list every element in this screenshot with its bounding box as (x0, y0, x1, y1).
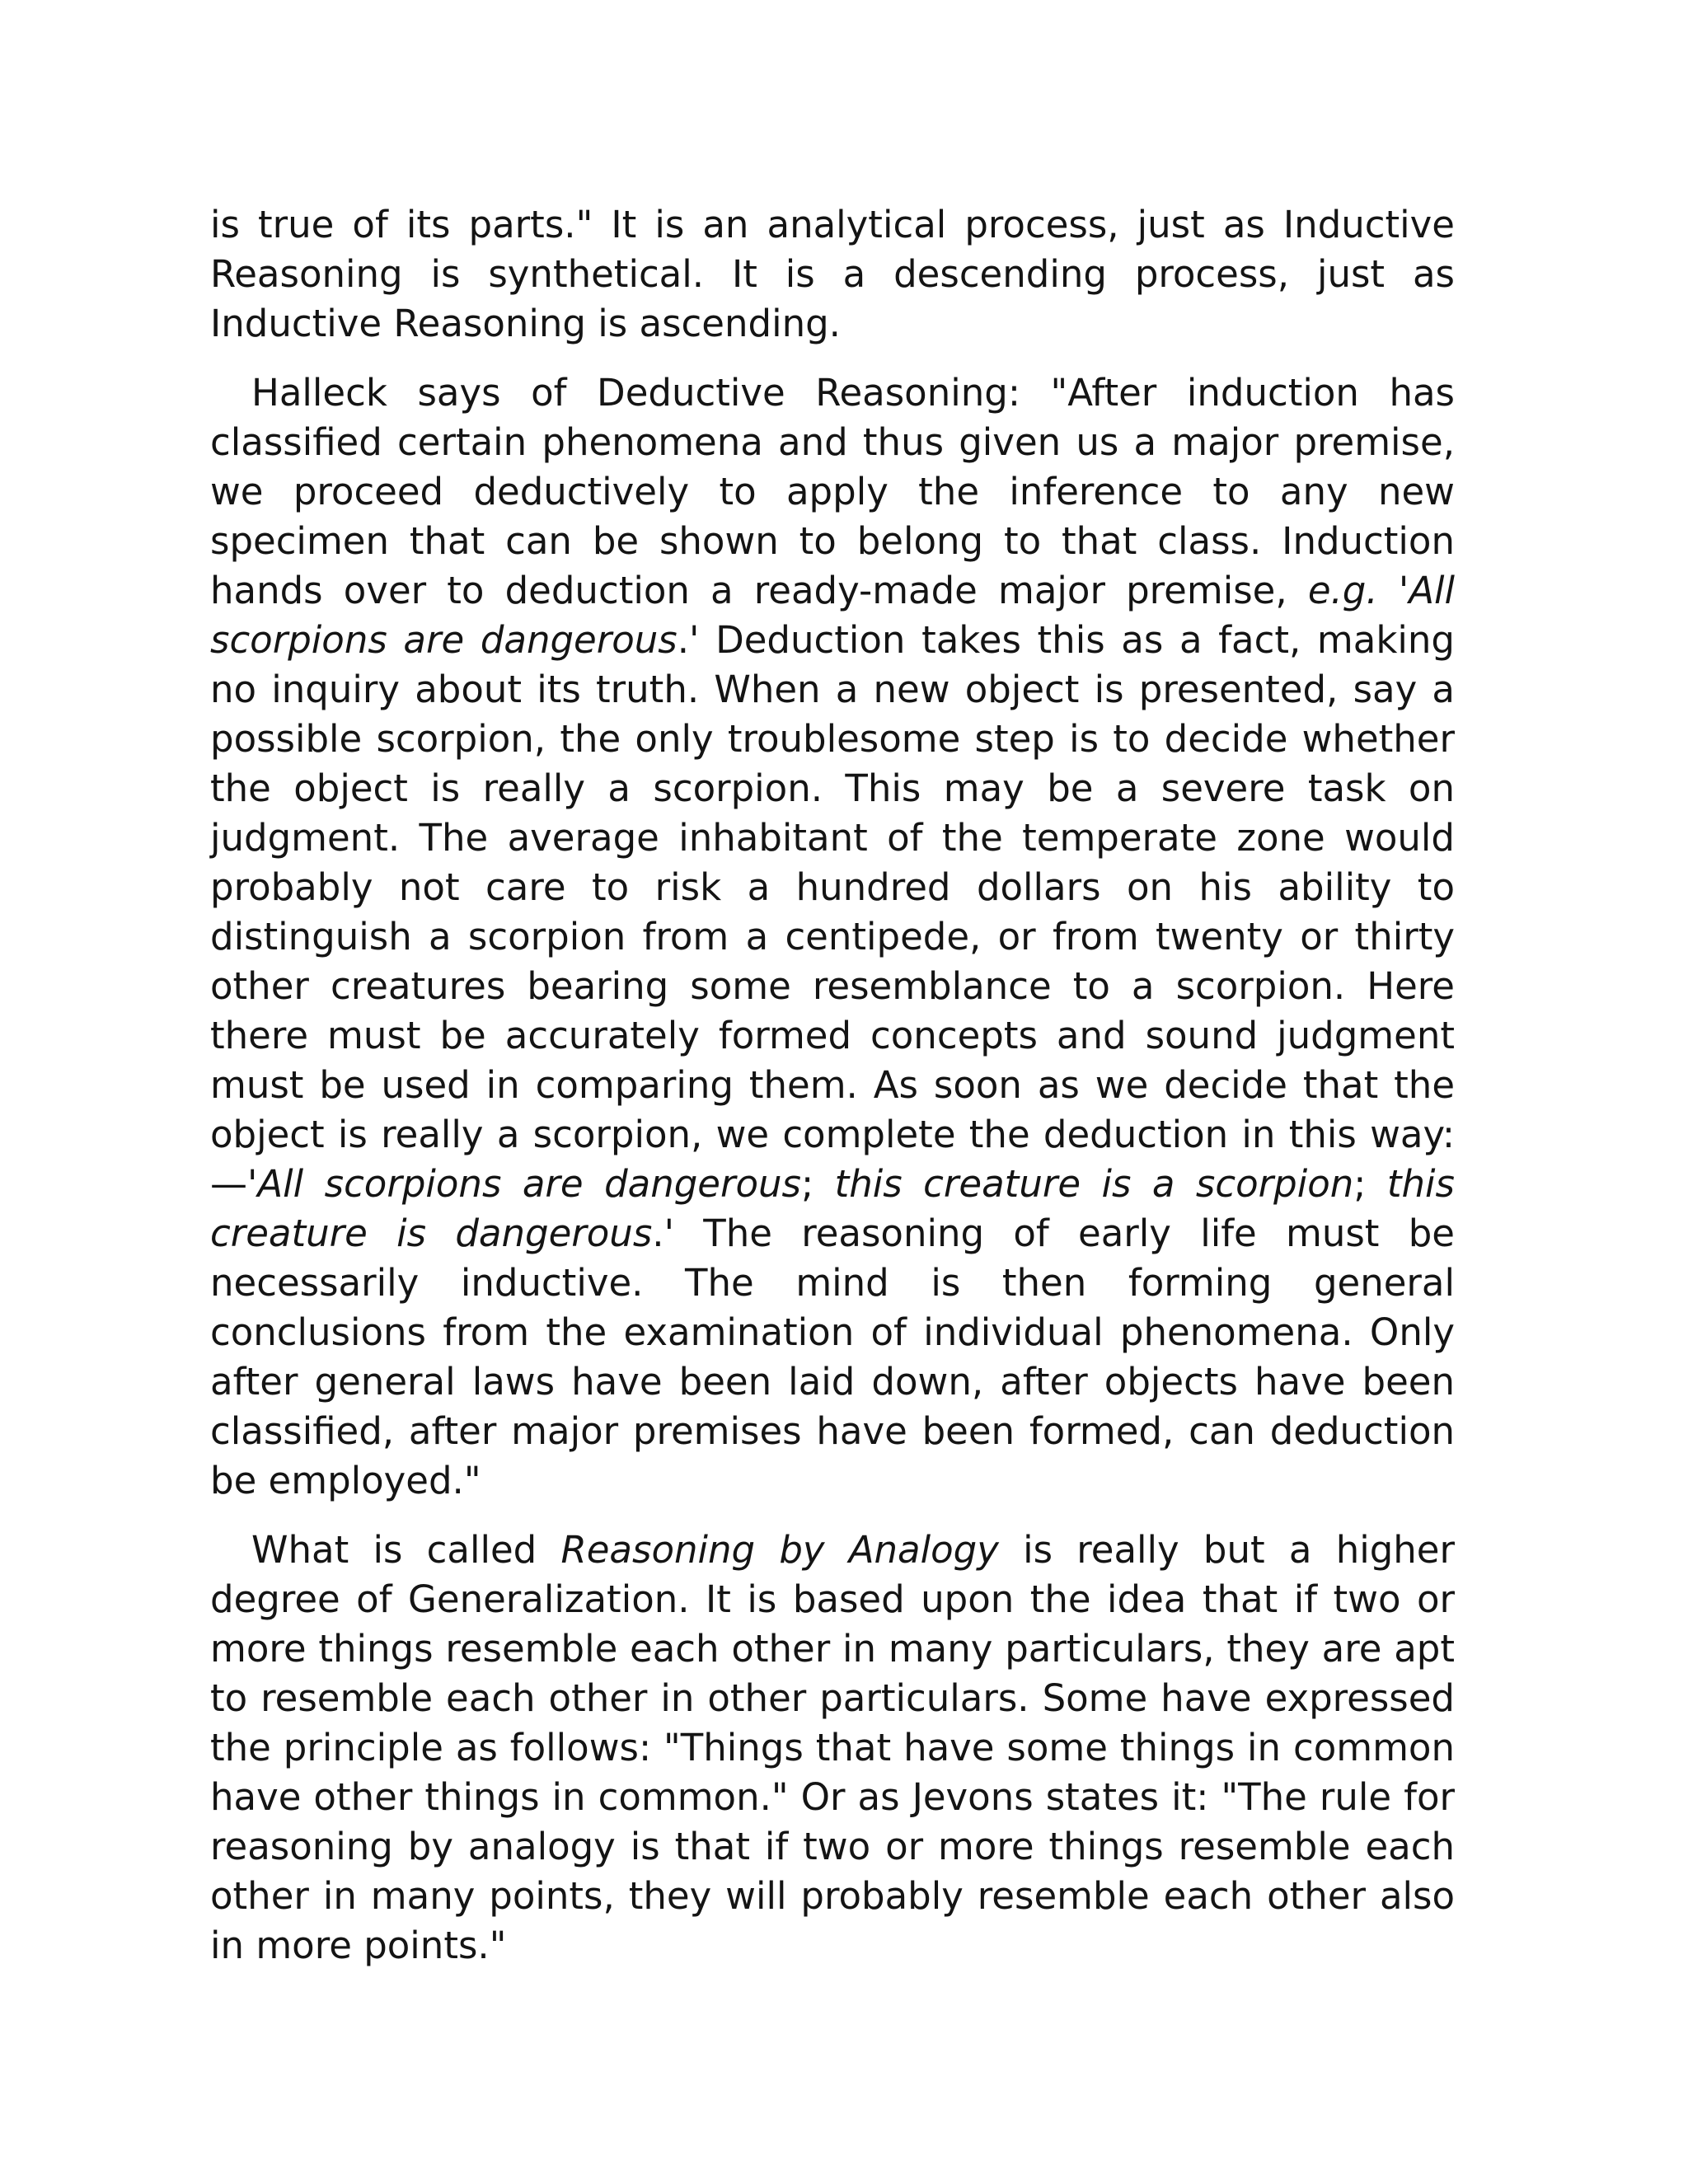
italic-span: this creature is dangerous (210, 1162, 1456, 1255)
text-span: .' The reasoning of early life must be necessarily inductive. The mind is then forming general conclusions from the examination of individual phenomena. Only after general laws have been laid down, after objects have been classified, after major premises have been formed, can deduction be employed." (210, 1212, 1455, 1502)
text-span: is true of its parts." It is an analytical process, just as Inductive Reasoning is synthetical. It is a descending process, just as Inductive Reasoning is ascending. (210, 203, 1455, 345)
italic-span: All scorpions are dangerous (257, 1162, 801, 1206)
paragraph-analogy (210, 1526, 1455, 1971)
paragraph-halleck-deductive (210, 368, 1455, 1506)
text-span: ; (1353, 1162, 1387, 1206)
paragraph-continuation (210, 200, 1455, 349)
text-span: ' (1377, 569, 1409, 612)
italic-span: Reasoning by Analogy (560, 1528, 999, 1572)
document-page (210, 200, 1455, 1990)
text-span: What is called (251, 1528, 561, 1572)
text-span: ; (800, 1162, 835, 1206)
italic-span: e.g. (1307, 569, 1378, 612)
text-span: is really but a higher degree of Generalization. It is based upon the idea that if two or more things resemble each other in many particulars, they are apt to resemble each other in other particulars. Some have expressed the principle as follows: "Things that have some things in common have other things in common." Or as Jevons states it: "The rule for reasoning by analogy is that if two or more things resemble each other in many points, they will probably resemble each other also in more points." (210, 1528, 1455, 1967)
italic-span: this creature is a scorpion (834, 1162, 1354, 1206)
text-span: Halleck says of Deductive Reasoning: "After induction has classified certain phenomena and thus given us a major premise, we proceed deductively to apply the inference to any new specimen that can be shown to belong to that class. Induction hands over to deduction a ready-made major premise, (210, 371, 1455, 612)
italic-span: All scorpions are dangerous (210, 569, 1455, 662)
text-span: .' Deduction takes this as a fact, making no inquiry about its truth. When a new object is presented, say a possible scorpion, the only troublesome step is to decide whether the object is really a scorpion. This may be a severe task on judgment. The average inhabitant of the temperate zone would probably not care to risk a hundred dollars on his ability to distinguish a scorpion from a centipede, or from twenty or thirty other creatures bearing some resemblance to a scorpion. Here there must be accurately formed concepts and sound judgment must be used in comparing them. As soon as we decide that the object is really a scorpion, we complete the deduction in this way:—' (210, 618, 1455, 1206)
